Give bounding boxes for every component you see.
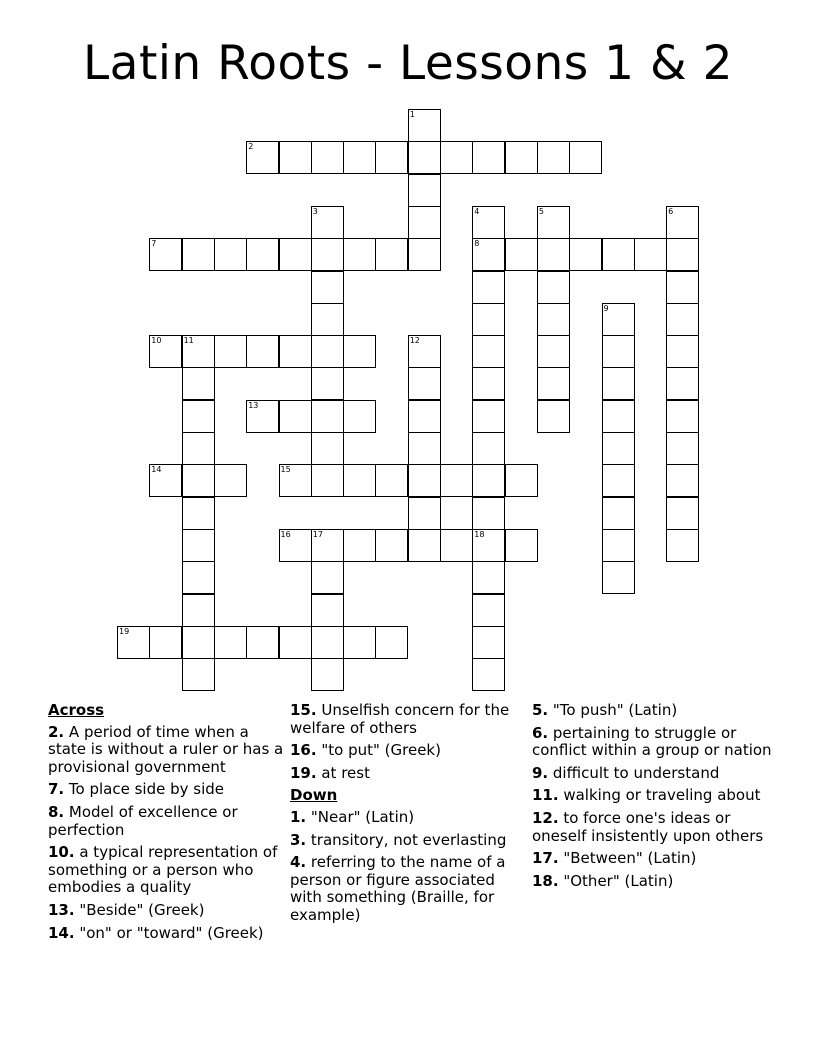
clue-number-label: 16. [290, 741, 317, 760]
grid-cell[interactable] [182, 658, 215, 691]
grid-cell[interactable] [408, 238, 441, 271]
grid-cell[interactable] [537, 400, 570, 433]
grid-cell[interactable] [472, 432, 505, 465]
grid-cell[interactable] [343, 529, 376, 562]
grid-cell[interactable] [149, 464, 182, 497]
grid-cell[interactable] [666, 367, 699, 400]
grid-cell[interactable] [472, 271, 505, 304]
grid-cell[interactable] [505, 464, 538, 497]
grid-cell[interactable] [408, 464, 441, 497]
grid-cell[interactable] [472, 400, 505, 433]
grid-cell[interactable] [537, 367, 570, 400]
clue-number: 12 [409, 336, 420, 346]
grid-cell[interactable] [182, 464, 215, 497]
across-heading: Across [48, 701, 105, 719]
grid-cell[interactable] [311, 206, 344, 239]
clue-number: 15 [280, 465, 291, 475]
grid-cell[interactable] [182, 238, 215, 271]
clue-item [48, 925, 288, 943]
grid-cell[interactable] [602, 303, 635, 336]
grid-cell[interactable] [279, 238, 312, 271]
clue-item [48, 804, 288, 839]
clue-item [532, 787, 772, 805]
grid-cell[interactable] [311, 626, 344, 659]
grid-cell[interactable] [375, 238, 408, 271]
clue-number: 5 [538, 206, 544, 216]
grid-cell[interactable] [666, 238, 699, 271]
grid-cell[interactable] [537, 206, 570, 239]
grid-cell[interactable] [214, 238, 247, 271]
clue-item [48, 902, 288, 920]
clue-text: "Beside" (Greek) [74, 900, 205, 919]
grid-cell[interactable] [311, 238, 344, 271]
clue-item [290, 765, 526, 783]
grid-cell[interactable] [279, 529, 312, 562]
clue-text: "on" or "toward" (Greek) [74, 923, 264, 942]
grid-cell[interactable] [246, 238, 279, 271]
grid-cell[interactable] [343, 238, 376, 271]
grid-cell[interactable] [182, 529, 215, 562]
clue-number: 11 [183, 336, 194, 346]
grid-cell[interactable] [214, 626, 247, 659]
clue-text: at rest [316, 763, 370, 782]
grid-cell[interactable] [666, 400, 699, 433]
grid-cell[interactable] [602, 367, 635, 400]
clue-item [532, 725, 772, 760]
grid-cell[interactable] [408, 141, 441, 174]
grid-cell[interactable] [311, 367, 344, 400]
clue-column-2 [290, 702, 526, 930]
grid-cell[interactable] [472, 529, 505, 562]
grid-cell[interactable] [311, 658, 344, 691]
clue-text: Unselfish concern for the welfare of others [290, 701, 510, 737]
clue-number-label: 2. [48, 722, 65, 741]
grid-cell[interactable] [602, 432, 635, 465]
grid-cell[interactable] [343, 464, 376, 497]
grid-cell[interactable] [246, 141, 279, 174]
grid-cell[interactable] [279, 626, 312, 659]
grid-cell[interactable] [472, 206, 505, 239]
grid-cell[interactable] [375, 529, 408, 562]
grid-cell[interactable] [569, 238, 602, 271]
clue-number-label: 5. [532, 701, 549, 719]
clue-item [48, 844, 288, 897]
grid-cell[interactable] [375, 141, 408, 174]
clue-text: Model of excellence or perfection [48, 802, 238, 839]
grid-cell[interactable] [408, 367, 441, 400]
grid-cell[interactable] [311, 303, 344, 336]
grid-cell[interactable] [182, 367, 215, 400]
grid-cell[interactable] [182, 335, 215, 368]
clue-text: "Near" (Latin) [306, 807, 415, 826]
clue-text: "Other" (Latin) [558, 871, 674, 890]
grid-cell[interactable] [246, 400, 279, 433]
grid-cell[interactable] [472, 367, 505, 400]
grid-cell[interactable] [311, 561, 344, 594]
clue-text: A period of time when a state is without a ruler or has a provisional government [48, 722, 284, 776]
clue-item [532, 850, 772, 868]
grid-cell[interactable] [311, 141, 344, 174]
clue-number-label: 13. [48, 900, 75, 919]
grid-cell[interactable] [472, 303, 505, 336]
clue-number: 17 [312, 529, 323, 539]
clue-text: "To push" (Latin) [548, 701, 678, 719]
clue-number-label: 17. [532, 849, 559, 868]
clue-number: 7 [151, 239, 157, 249]
grid-cell[interactable] [311, 464, 344, 497]
clue-item [532, 810, 772, 845]
grid-cell[interactable] [182, 561, 215, 594]
grid-cell[interactable] [214, 335, 247, 368]
clue-text: transitory, not everlasting [306, 830, 507, 849]
grid-cell[interactable] [537, 271, 570, 304]
page-title: Latin Roots - Lessons 1 & 2 [82, 36, 734, 91]
grid-cell[interactable] [311, 594, 344, 627]
clue-item [532, 702, 772, 720]
clue-number: 13 [248, 400, 259, 410]
grid-cell[interactable] [666, 497, 699, 530]
clue-item [290, 742, 526, 760]
clue-number: 19 [119, 626, 130, 636]
grid-cell[interactable] [472, 626, 505, 659]
grid-cell[interactable] [311, 400, 344, 433]
grid-cell[interactable] [505, 238, 538, 271]
clue-number-label: 4. [290, 853, 307, 872]
clue-number-label: 15. [290, 701, 317, 719]
grid-cell[interactable] [537, 335, 570, 368]
grid-cell[interactable] [182, 497, 215, 530]
clue-number: 6 [668, 206, 674, 216]
clue-number-label: 11. [532, 786, 559, 805]
grid-cell[interactable] [343, 400, 376, 433]
grid-cell[interactable] [149, 335, 182, 368]
grid-cell[interactable] [246, 626, 279, 659]
grid-cell[interactable] [149, 626, 182, 659]
grid-cell[interactable] [408, 432, 441, 465]
grid-cell[interactable] [602, 464, 635, 497]
clue-text: To place side by side [64, 780, 224, 799]
grid-cell[interactable] [472, 464, 505, 497]
grid-cell[interactable] [472, 497, 505, 530]
grid-cell[interactable] [634, 238, 667, 271]
grid-cell[interactable] [279, 464, 312, 497]
grid-cell[interactable] [408, 109, 441, 142]
grid-cell[interactable] [537, 303, 570, 336]
clue-number-label: 1. [290, 807, 307, 826]
clue-item [290, 809, 526, 827]
grid-cell[interactable] [117, 626, 150, 659]
grid-cell[interactable] [311, 335, 344, 368]
grid-cell[interactable] [472, 594, 505, 627]
grid-cell[interactable] [375, 464, 408, 497]
grid-cell[interactable] [408, 497, 441, 530]
grid-cell[interactable] [666, 206, 699, 239]
clue-column-3 [532, 702, 772, 895]
clue-number: 1 [409, 110, 415, 119]
clue-number-label: 14. [48, 923, 75, 942]
grid-cell[interactable] [505, 529, 538, 562]
grid-cell[interactable] [666, 335, 699, 368]
clue-number-label: 6. [532, 723, 549, 742]
grid-cell[interactable] [537, 141, 570, 174]
grid-cell[interactable] [472, 238, 505, 271]
clue-number: 2 [248, 142, 254, 152]
clue-number: 9 [603, 303, 609, 313]
clue-text: pertaining to struggle or conflict within a group or nation [532, 723, 772, 760]
clue-number: 16 [280, 529, 291, 539]
clue-number-label: 3. [290, 830, 307, 849]
clue-number: 18 [474, 529, 485, 539]
grid-cell[interactable] [569, 141, 602, 174]
grid-cell[interactable] [602, 238, 635, 271]
clue-number-label: 7. [48, 780, 65, 799]
grid-cell[interactable] [440, 464, 473, 497]
grid-cell[interactable] [279, 400, 312, 433]
grid-cell[interactable] [408, 529, 441, 562]
grid-cell[interactable] [602, 335, 635, 368]
clue-text: "to put" (Greek) [316, 741, 441, 760]
clue-item [290, 702, 526, 737]
grid-cell[interactable] [602, 561, 635, 594]
clue-number: 8 [474, 239, 480, 249]
grid-cell[interactable] [279, 141, 312, 174]
clue-text: "Between" (Latin) [558, 849, 697, 868]
grid-cell[interactable] [602, 529, 635, 562]
grid-cell[interactable] [408, 206, 441, 239]
clue-item [532, 765, 772, 783]
grid-cell[interactable] [666, 271, 699, 304]
clue-item [290, 854, 526, 924]
grid-cell[interactable] [182, 626, 215, 659]
grid-cell[interactable] [472, 658, 505, 691]
grid-cell[interactable] [440, 141, 473, 174]
clue-number-label: 12. [532, 808, 559, 827]
grid-cell[interactable] [408, 400, 441, 433]
grid-cell[interactable] [537, 238, 570, 271]
grid-cell[interactable] [602, 497, 635, 530]
clue-text: difficult to understand [548, 763, 720, 782]
clue-number: 4 [474, 206, 480, 216]
clue-number-label: 8. [48, 802, 65, 821]
grid-cell[interactable] [472, 561, 505, 594]
clue-item [48, 781, 288, 799]
grid-cell[interactable] [311, 271, 344, 304]
clue-number-label: 18. [532, 871, 559, 890]
grid-cell[interactable] [182, 594, 215, 627]
grid-cell[interactable] [375, 626, 408, 659]
grid-cell[interactable] [343, 141, 376, 174]
grid-cell[interactable] [214, 464, 247, 497]
grid-cell[interactable] [343, 626, 376, 659]
grid-cell[interactable] [182, 400, 215, 433]
clue-item [532, 873, 772, 891]
clue-number-label: 19. [290, 763, 317, 782]
clue-text: a typical representation of something or a person who embodies a quality [48, 843, 278, 897]
clue-number-label: 10. [48, 843, 75, 862]
clue-number: 3 [312, 206, 318, 216]
clue-text: walking or traveling about [558, 786, 761, 805]
grid-cell[interactable] [666, 464, 699, 497]
grid-cell[interactable] [666, 303, 699, 336]
down-heading: Down [290, 786, 338, 805]
clue-column-1 [48, 702, 288, 947]
grid-cell[interactable] [149, 238, 182, 271]
clue-number: 14 [151, 465, 162, 475]
clue-text: to force one's ideas or oneself insistently upon others [532, 808, 764, 845]
grid-cell[interactable] [666, 529, 699, 562]
grid-cell[interactable] [472, 335, 505, 368]
grid-cell[interactable] [182, 432, 215, 465]
grid-cell[interactable] [505, 141, 538, 174]
grid-cell[interactable] [472, 141, 505, 174]
grid-cell[interactable] [311, 529, 344, 562]
clue-number-label: 9. [532, 763, 549, 782]
grid-cell[interactable] [440, 529, 473, 562]
clue-text: referring to the name of a person or figure associated with something (Braille, for example) [290, 853, 506, 924]
clue-number: 10 [151, 336, 162, 346]
grid-cell[interactable] [246, 335, 279, 368]
grid-cell[interactable] [602, 400, 635, 433]
grid-cell[interactable] [666, 432, 699, 465]
grid-cell[interactable] [311, 432, 344, 465]
grid-cell[interactable] [343, 335, 376, 368]
grid-cell[interactable] [408, 174, 441, 207]
grid-cell[interactable] [279, 335, 312, 368]
clue-item [48, 724, 288, 777]
clue-item [290, 832, 526, 850]
grid-cell[interactable] [408, 335, 441, 368]
